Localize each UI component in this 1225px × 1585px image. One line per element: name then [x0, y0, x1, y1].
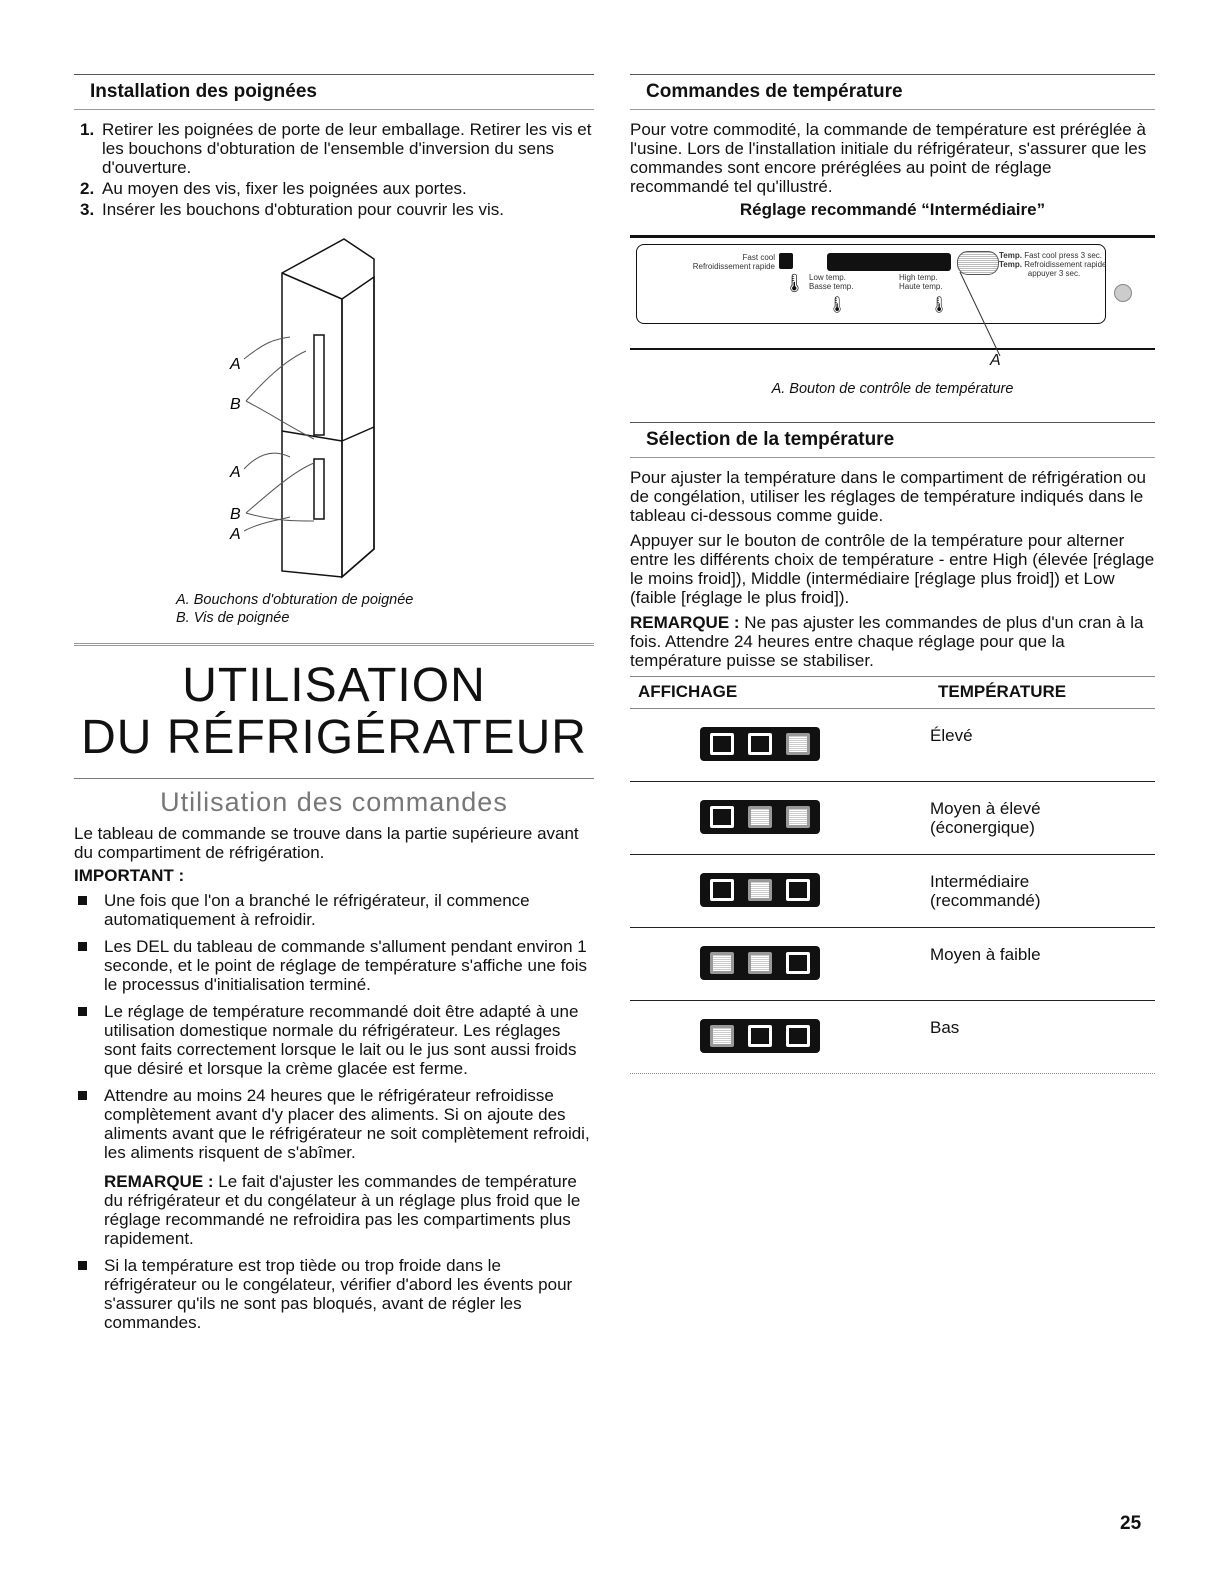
temperature-table [630, 676, 1155, 1074]
bullet-square [78, 896, 87, 905]
table-row [630, 928, 1155, 1001]
panel-caption: A. Bouton de contrôle de température [771, 381, 1014, 397]
step-item: 2. Au moyen des vis, fixer les poignées aux portes. [80, 179, 467, 198]
thermometer-icon: 🌡 [929, 297, 950, 314]
temperature-label: Moyen à élevé (éconergique) [930, 799, 1041, 837]
temperature-label: Élevé [930, 726, 973, 745]
led-indicator [748, 952, 772, 974]
main-title-line-1: UTILISATION [182, 659, 486, 712]
table-body [630, 709, 1155, 1074]
panel-label-a: A [990, 352, 1001, 369]
fig-label-a: A [230, 526, 241, 543]
page-number: 25 [1120, 1513, 1142, 1534]
step-item: 3. Insérer les bouchons d'obturation pour couvrir les vis. [80, 200, 505, 219]
temperature-label: Bas [930, 1018, 960, 1037]
table-row [630, 855, 1155, 928]
fig-label-b: B [230, 396, 241, 413]
selection-paragraph-2: Appuyer sur le bouton de contrôle de la température pour alterner entre les différents choix de température - entre High (élevée [réglage le moins froid]), Middle (intermédiaire [réglage plus froid]) et Low (faible [réglage le plus froid]). [630, 531, 1155, 607]
table-row [630, 1001, 1155, 1074]
led-indicator [786, 879, 810, 901]
controls-paragraph: Pour votre commodité, la commande de température est préréglée à l'usine. Lors de l'installation initiale du réfrigérateur, s'assurer que les commandes sont encore préréglées au point de réglage recommandé tel qu'illustré. [630, 120, 1147, 196]
selection-title: Sélection de la température [630, 422, 1155, 458]
list-item: Le réglage de température recommandé doit être adapté à une utilisation domestique normale du réfrigérateur. Les réglages sont faits correctement lorsque le lait ou le jus sont aussi froids que désiré et lorsque la crème glacée est ferme. [74, 1002, 594, 1078]
led-indicator [748, 806, 772, 828]
recommended-setting: Réglage recommandé “Intermédiaire” [739, 200, 1046, 219]
figure-caption: B. Vis de poignée [176, 610, 290, 626]
list-item: Les DEL du tableau de commande s'allument pendant environ 1 seconde, et le point de réglage de température s'affiche une fois le processus d'initialisation terminé. [74, 937, 594, 994]
step-item: 1. Retirer les poignées de porte de leur emballage. Retirer les vis et les bouchons d'obturation de l'ensemble d'inversion du sens d'ouverture. [80, 120, 592, 177]
bullet-square [78, 942, 87, 951]
led-indicator [710, 879, 734, 901]
temperature-label: Moyen à faible [930, 945, 1041, 964]
bullet-square [78, 1091, 87, 1100]
thermometer-icon: 🌡 [827, 297, 848, 314]
control-panel-figure [630, 235, 1155, 348]
fig-label-a: A [230, 356, 241, 373]
led-display [630, 855, 930, 907]
left-column [74, 74, 594, 1340]
list-item: Si la température est trop tiède ou trop froide dans le réfrigérateur ou le congélateur, vérifier d'abord les évents pour s'assurer qu'ils ne sont pas bloqués, avant de régler les commandes. [74, 1256, 594, 1332]
led-display [630, 782, 930, 834]
led-indicator [786, 952, 810, 974]
led-indicator [710, 733, 734, 755]
install-title: Installation des poignées [74, 74, 594, 110]
led-indicator [748, 879, 772, 901]
led-block [700, 946, 820, 980]
important-list [74, 891, 594, 1332]
led-indicator [786, 806, 810, 828]
bullet-square [78, 1261, 87, 1270]
table-header [630, 676, 1155, 709]
led-indicator [710, 1025, 734, 1047]
table-row [630, 782, 1155, 855]
important-label: IMPORTANT : [74, 866, 185, 885]
led-display [630, 1001, 930, 1053]
selection-paragraph-1: Pour ajuster la température dans le compartiment de réfrigération ou de congélation, utiliser les réglages de température indiqués dans le tableau ci-dessous comme guide. [630, 468, 1146, 525]
install-steps [74, 120, 594, 219]
table-row [630, 709, 1155, 782]
intro-paragraph: Le tableau de commande se trouve dans la partie supérieure avant du compartiment de réfrigération. [74, 824, 579, 862]
led-indicator [748, 733, 772, 755]
bullet-square [78, 1007, 87, 1016]
led-block [700, 873, 820, 907]
led-block [700, 800, 820, 834]
temperature-label: Intermédiaire (recommandé) [930, 872, 1041, 910]
right-column [630, 74, 1155, 1074]
control-panel: Fast cool Refroidissement rapide Low temp. Basse temp. High temp. Haute temp. 🌡 🌡 🌡 Temp. Fast cool press 3 sec. Temp. Refroidissement rapide appuyer 3 sec. [636, 244, 1106, 324]
list-item: Attendre au moins 24 heures que le réfrigérateur refroidisse complètement avant d'y placer des aliments. Si on ajoute des aliments avant que le réfrigérateur ne soit complètement refroidi, les aliments risquent de s'abîmer. REMARQUE : Le fait d'ajuster les commandes de température du réfrigérateur et du congélateur à un réglage plus froid que le réglage recommandé ne refroidira pas les compartiments plus rapidement. [74, 1086, 594, 1248]
thermometer-icon: 🌡 [783, 273, 806, 293]
led-display [630, 709, 930, 761]
fig-label-a: A [230, 464, 241, 481]
header-temperature: TEMPÉRATURE [938, 682, 1067, 701]
note-paragraph: REMARQUE : Le fait d'ajuster les commandes de température du réfrigérateur et du congélateur à un réglage plus froid que le réglage recommandé ne refroidira pas les compartiments plus rapidement. [104, 1172, 581, 1248]
fridge-handle-illustration [74, 231, 594, 591]
controls-title: Commandes de température [630, 74, 1155, 110]
fig-label-b: B [230, 506, 241, 523]
led-display [630, 928, 930, 980]
led-indicator [786, 1025, 810, 1047]
header-display: AFFICHAGE [638, 682, 738, 701]
led-indicator [786, 733, 810, 755]
section-subtitle: Utilisation des commandes [160, 787, 508, 817]
selection-note: REMARQUE : Ne pas ajuster les commandes de plus d'un cran à la fois. Attendre 24 heures entre chaque réglage pour que la température puisse se stabiliser. [630, 613, 1144, 670]
led-indicator [710, 806, 734, 828]
led-indicator [710, 952, 734, 974]
list-item: Une fois que l'on a branché le réfrigérateur, il commence automatiquement à refroidir. [74, 891, 594, 929]
led-indicator [748, 1025, 772, 1047]
figure-caption: A. Bouchons d'obturation de poignée [176, 592, 414, 608]
main-title-line-2: DU RÉFRIGÉRATEUR [81, 711, 587, 764]
led-block [700, 727, 820, 761]
led-block [700, 1019, 820, 1053]
